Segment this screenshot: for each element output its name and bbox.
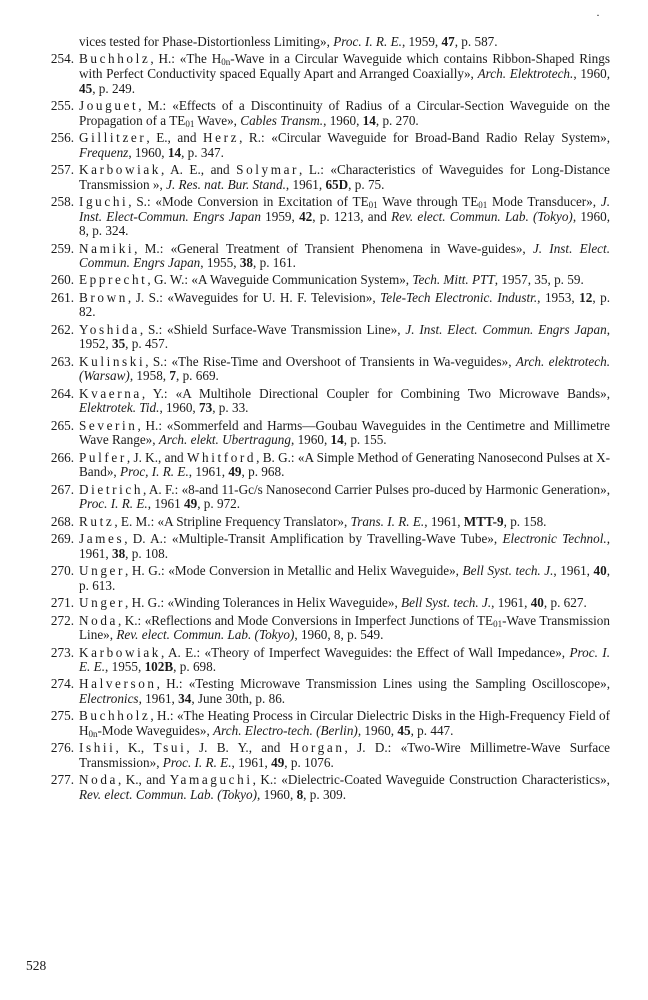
author-name: Halverson [79,676,157,692]
volume-number: 47 [441,34,455,49]
reference-text: , p. 968. [241,464,285,480]
volume-number: 12 [579,289,593,305]
reference-list [40,35,610,805]
reference-entry [40,273,610,288]
author-name: Ishii [79,740,116,756]
reference-entry [40,163,610,192]
reference-text: , 1955, [105,659,145,675]
reference-text: , J. K., and [126,449,187,465]
journal-title: Rev. elect. Commun. Lab. (Tokyo) [391,208,573,224]
journal-title: J. Res. nat. Bur. Stand. [166,176,286,192]
reference-text: , 1960, [290,432,331,448]
reference-text: , p. 270. [375,112,419,128]
reference-text: , p. 669. [175,368,219,384]
journal-title: Arch. Elektrotech. [477,65,574,81]
reference-text: , 1955, [200,255,240,271]
reference-entry [40,709,610,738]
reference-number: 270. [50,563,74,579]
reference-continuation [40,35,610,50]
reference-text: vices tested for Phase-Distortionless Limiting», [79,34,334,49]
reference-text: , R.: «Circular Waveguide for Broad-Band Radio Relay System», [239,129,610,145]
author-name: Unger [79,563,125,579]
journal-title: Electronics [79,691,139,707]
reference-text: -Wave in a Circular Waveguide which contains Ribbon-Shaped Rings with Perfect Conductivity spaced Equally Apart and Arranged Coaxially», [79,51,611,81]
reference-entry [40,646,610,675]
author-name: Tsui [153,740,187,756]
volume-number: 14 [167,144,182,160]
reference-number: 263. [50,353,74,369]
reference-entry [40,741,610,770]
reference-entry [40,483,610,512]
reference-entry [40,564,610,593]
reference-text: , J. S.: «Waveguides for U. H. F. Television», [127,289,381,305]
reference-number: 254. [50,51,74,67]
reference-text: , p. 627. [543,595,587,611]
reference-text: , p. 75. [348,176,385,192]
reference-entry [40,131,610,160]
reference-text: , B. G.: «A Simple Method of Generating Nanosecond Pulses at X-Band», [79,449,610,480]
journal-title: J. Inst. Elect-Commun. Engrs Japan [79,193,610,224]
journal-title: Rev. elect. Commun. Lab. (Tokyo) [116,627,295,643]
journal-title: Arch. Electro-tech. (Berlin) [213,723,358,739]
reference-text: , H.: «Sommerfeld and Harms—Goubau Waveguides in the Centimetre and Millimetre Wave Range», [79,417,610,448]
reference-text: , 1961, [79,531,610,561]
reference-text: , 1958, [129,368,170,384]
reference-text: , E. M.: «A Stripline Frequency Translator», [114,513,351,529]
reference-text: , H.: «The Heating Process in Circular Dielectric Disks in the High-Frequency Field of H [79,708,610,739]
volume-number: 38 [239,255,254,271]
author-name: Gillitzer [79,129,147,145]
reference-entry [40,419,610,448]
reference-text: , 1960, [323,112,363,128]
author-name: Buchholz [79,51,151,67]
volume-number: 49 [271,755,285,771]
reference-text: Wave through TE [377,193,479,209]
reference-entry [40,677,610,706]
reference-number: 277. [50,772,74,788]
reference-number: 266. [50,449,74,465]
journal-title: Proc. I. R. E. [162,755,232,771]
reference-entry [40,596,610,611]
reference-entry [40,773,610,802]
reference-text: , p. 1076. [284,755,334,771]
reference-text: , 1960, [159,400,200,416]
journal-title: Arch. elektrotech. (Warsaw) [79,353,610,384]
author-name: Brown [79,289,128,305]
reference-text: , 1960, [357,723,398,739]
reference-text: , p. 587. [454,34,498,49]
reference-number: 257. [50,161,74,177]
reference-number: 261. [50,289,74,305]
journal-title: Bell Syst. tech. J. [401,595,492,611]
volume-number: 8 [296,787,304,803]
author-name: Whitford [186,449,257,465]
reference-number: 271. [50,595,74,611]
author-name: Karbowiak [79,644,161,660]
reference-text: , p. 249. [92,80,136,96]
reference-text: Wave», [194,112,241,128]
reference-text: , p. 347. [181,144,224,160]
reference-text: , E., and [146,129,204,145]
journal-title: Proc. I. E. E. [79,644,610,675]
reference-text: , p. 457. [125,336,169,352]
reference-text: 1959, [260,208,300,224]
volume-number: 14 [362,112,376,128]
reference-text: , J. B. Y., and [186,740,290,756]
volume-number: 7 [169,368,176,384]
reference-text: , p. 447. [410,723,454,739]
author-name: Iguchi [79,193,129,209]
reference-text: , J. D.: «Two-Wire Millimetre-Wave Surface Transmission», [79,740,610,771]
reference-entry [40,323,610,352]
reference-number: 276. [50,740,74,756]
reference-entries [40,52,610,802]
journal-title: Rev. elect. Commun. Lab. (Tokyo) [79,787,257,803]
journal-title: Elektrotek. Tid. [79,400,160,416]
subscript-text: 01 [493,618,503,629]
author-name: Kulinski [79,353,146,369]
reference-entry [40,52,610,96]
author-name: Unger [79,595,125,611]
reference-text: , Y.: «A Multihole Directional Coupler for Combining Two Microwave Bands», [141,385,610,401]
journal-title: Tele-Tech Electronic. Industr. [380,289,538,305]
reference-text: , p. 309. [303,787,347,803]
reference-text: , K., [115,740,154,756]
reference-text: , p. 33. [212,400,249,416]
volume-number: 49 [228,464,242,480]
reference-text: , L.: «Characteristics of Waveguides for Long-Distance Transmission », [79,161,610,192]
author-name: Noda [79,612,118,628]
journal-title: Bell Syst. tech. J. [462,563,554,579]
journal-title: Proc, I. R. E. [120,464,189,480]
author-name: Yoshida [79,321,140,337]
volume-number: 14 [330,432,344,448]
volume-number: 65D [325,176,349,192]
journal-title: Cables Transm. [240,112,324,128]
reference-text: , S.: «Shield Surface-Wave Transmission Line», [139,321,406,337]
reference-entry [40,451,610,480]
volume-number: 102B [144,659,174,675]
reference-text: , A. F.: «8-and 11-Gc/s Nanosecond Carrier Pulses pro-duced by Harmonic Generation», [143,481,610,497]
reference-text: , H. G.: «Winding Tolerances in Helix Waveguide», [124,595,402,611]
reference-text: , A. E., and [161,161,237,177]
reference-text: , 1961, [553,563,594,579]
reference-text: , M.: «Effects of a Discontinuity of Radius of a Circular-Section Waveguide on the Propagation of a TE [79,97,610,128]
reference-text: Mode Transducer», [487,193,601,209]
author-name: James [79,531,125,547]
reference-text: , p. 108. [125,545,169,561]
reference-text: , p. 82. [79,289,611,320]
author-name: Buchholz [79,708,151,724]
journal-title: J. Inst. Elect. Commun. Engrs Japan [79,240,610,271]
reference-entry [40,515,610,530]
reference-number: 273. [50,644,74,660]
reference-entry [40,291,610,320]
subscript-text: 0n [88,729,98,740]
reference-number: 274. [50,676,74,692]
reference-text: , p. 155. [343,432,387,448]
journal-title: Electronic Technol. [502,531,607,547]
reference-text: , 1952, [79,321,610,352]
reference-text: , p. 698. [173,659,217,675]
corner-mark: · [596,8,600,22]
author-name: Severin [79,417,138,433]
reference-text: , 1960, 8, p. 324. [79,208,611,239]
author-name: Rutz [79,513,115,529]
reference-number: 258. [50,193,74,209]
author-name: Herz [203,129,240,145]
author-name: Pulfer [79,449,127,465]
volume-number: 40 [530,595,544,611]
author-name: Solymar [236,161,300,177]
reference-text: , K.: «Reflections and Mode Conversions in Imperfect Junctions of TE [117,612,494,628]
reference-entry [40,195,610,239]
volume-number: 73 [199,400,213,416]
reference-text: , 1959, [401,34,442,49]
volume-number: 34 [178,691,192,707]
author-name: Jouguet [79,97,139,113]
reference-text: , K.: «Dielectric-Coated Waveguide Construction Characteristics», [252,772,610,788]
volume-number: 45 [79,80,93,96]
reference-text: , 1953, [537,289,580,305]
volume-number: 40 [593,563,607,579]
reference-number: 267. [50,481,74,497]
reference-text: , D. A.: «Multiple-Transit Amplification by Travelling-Wave Tube», [124,531,503,547]
author-name: Kvaerna [79,385,142,401]
reference-text: , G. W.: «A Waveguide Communication System», [147,272,413,288]
author-name: Karbowiak [79,161,161,177]
reference-text: , 1961 [147,496,184,512]
reference-text: , p. 613. [79,563,610,593]
journal-title: Proc. I. R. E. [333,34,402,49]
reference-text: , 1961, [491,595,531,611]
volume-number: 42 [299,208,313,224]
subscript-text: 0n [221,57,231,68]
journal-title: Proc. I. R. E. [79,496,148,512]
reference-text: , S.: «Mode Conversion in Excitation of TE [128,193,369,209]
subscript-text: 01 [185,118,195,129]
reference-entry [40,99,610,128]
reference-number: 260. [50,272,74,288]
reference-number: 275. [50,708,74,724]
journal-title: Arch. elekt. Ubertragung [158,432,291,448]
reference-text: , 1957, 35, p. 59. [494,272,584,288]
author-name: Noda [79,772,118,788]
reference-text: , H.: «Testing Microwave Transmission Lines using the Sampling Oscilloscope», [156,676,610,692]
reference-text: , p. 972. [197,496,241,512]
volume-number: 45 [397,723,411,739]
reference-number: 264. [50,385,74,401]
subscript-text: 01 [478,199,488,210]
reference-number: 262. [50,321,74,337]
reference-text: , 1960, [573,65,611,81]
author-name: Epprecht [79,272,148,288]
volume-number: 49 [184,496,198,512]
reference-text: -Wave Transmission Line», [79,612,610,643]
reference-text: , 1961, [231,755,272,771]
reference-text: , 1960, 8, p. 549. [294,627,384,643]
reference-text: , K., and [117,772,170,788]
reference-text: , 1961, [424,513,464,529]
reference-text: , p. 1213, and [312,208,392,224]
reference-entry [40,614,610,643]
reference-text: , 1961, [138,691,179,707]
reference-text: , 1961, [285,176,326,192]
reference-entry [40,387,610,416]
reference-text: , June 30th, p. 86. [191,691,286,707]
reference-text: , H.: «The H [150,51,222,67]
reference-text: , 1961, [188,464,229,480]
journal-title: Frequenz [79,144,129,160]
reference-text: , H. G.: «Mode Conversion in Metallic and Helix Waveguide», [124,563,463,579]
reference-text: , p. 158. [503,513,547,529]
reference-entry [40,355,610,384]
reference-text: , 1960, [257,787,297,803]
reference-text: -Mode Waveguides», [97,723,214,739]
journal-title: J. Inst. Elect. Commun. Engrs Japan [405,321,607,337]
reference-text: , A. E.: «Theory of Imperfect Waveguides: the Effect of Wall Impedance», [161,644,570,660]
reference-number: 269. [50,531,74,547]
reference-number: 268. [50,513,74,529]
journal-title: Trans. I. R. E. [350,513,425,529]
reference-number: 255. [50,97,74,113]
author-name: Dietrich [79,481,144,497]
reference-number: 265. [50,417,74,433]
reference-text: , p. 161. [253,255,296,271]
reference-text: , S.: «The Rise-Time and Overshoot of Transients in Wa-veguides», [145,353,516,369]
page-number: 528 [26,958,47,973]
journal-title: Tech. Mitt. PTT [412,272,495,288]
reference-number: 259. [50,240,74,256]
reference-number: 272. [50,612,74,628]
subscript-text: 01 [368,199,378,210]
reference-text: , 1960, [128,144,168,160]
reference-entry [40,242,610,271]
volume-number: MTT-9 [463,513,504,529]
volume-number: 38 [111,545,126,561]
reference-entry [40,532,610,561]
reference-number: 256. [50,129,74,145]
author-name: Horgan [289,740,345,756]
volume-number: 35 [111,336,126,352]
reference-text: , M.: «General Treatment of Transient Phenomena in Wave-guides», [134,240,533,256]
author-name: Yamaguchi [169,772,253,788]
author-name: Namiki [79,240,135,256]
